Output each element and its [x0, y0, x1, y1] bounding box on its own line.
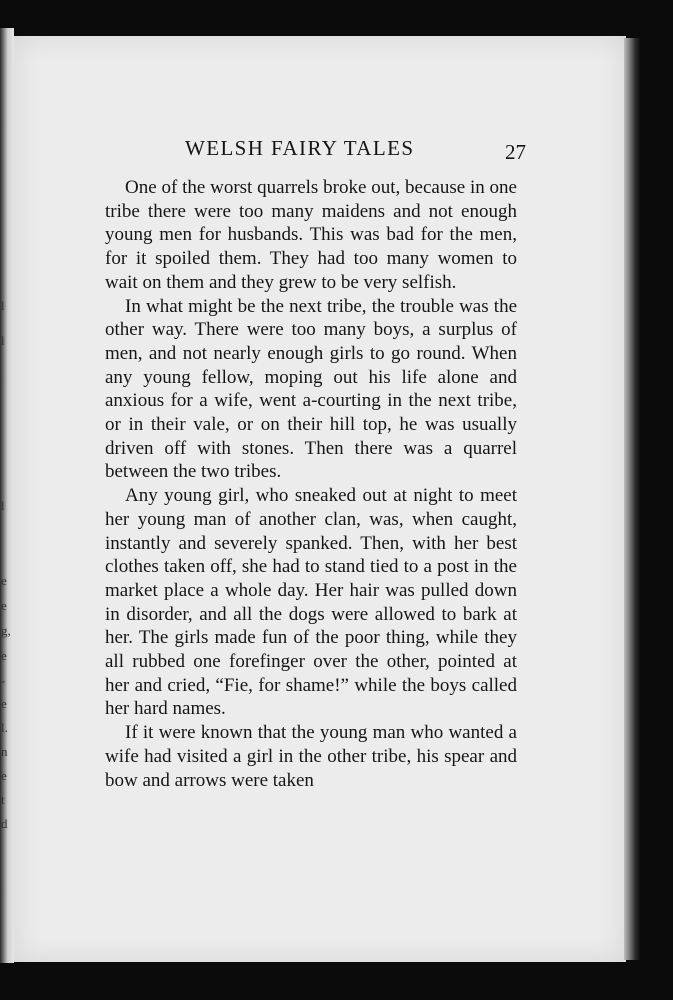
paragraph: In what might be the next tribe, the trouble was the other way. There were too many boys, a surplus of men, and not nearly enough girls to go round. When any young fellow, moping out his life alone and anxious for a wife, went a-courting in the next tribe, or in their vale, or on their hill top, he was usually driven off with stones. Then there was a quarrel between the two tribes.: [105, 295, 517, 483]
paragraph: One of the worst quarrels broke out, because in one tribe there were too many maidens and not enough young men for husbands. This was bad for the men, for it spoiled them. They had too many women to wait on them and they grew to be very selfish.: [105, 177, 517, 293]
margin-glyph: n: [1, 744, 8, 759]
margin-glyph: l: [1, 298, 5, 313]
margin-glyph: l: [1, 498, 5, 513]
page-stack-edge: [624, 38, 640, 960]
margin-glyph: -: [1, 673, 6, 688]
margin-glyph: t: [1, 792, 5, 807]
margin-glyph: g,: [1, 623, 11, 638]
page-number: 27: [505, 140, 526, 164]
margin-glyph: e: [1, 768, 7, 783]
margin-glyph: l.: [1, 720, 8, 735]
margin-glyph: d: [1, 816, 8, 831]
running-head: WELSH FAIRY TALES: [185, 136, 415, 160]
margin-glyph: e: [1, 648, 7, 663]
paragraph: Any young girl, who sneaked out at night to meet her young man of another clan, was, when caught, instantly and severely spanked. Then, with her best clothes taken off, she had to stand tied to a post in the market place a whole day. Her hair was pulled down in disorder, and all the dogs were allowed to bark at her. The girls made fun of the poor thing, while they all rubbed one forefinger over the other, pointed at her and cried, “Fie, for shame!” while the boys called her hard names.: [105, 485, 517, 720]
body-text: [105, 176, 517, 792]
paragraph: If it were known that the young man who wanted a wife had visited a girl in the other tribe, his spear and bow and arrows were taken: [105, 722, 517, 791]
margin-glyph: e: [1, 598, 7, 613]
margin-glyph: l: [1, 333, 5, 348]
margin-glyph: e: [1, 696, 7, 711]
margin-glyph: e: [1, 573, 7, 588]
previous-page-edge: [0, 28, 14, 963]
page-header: [185, 136, 532, 164]
